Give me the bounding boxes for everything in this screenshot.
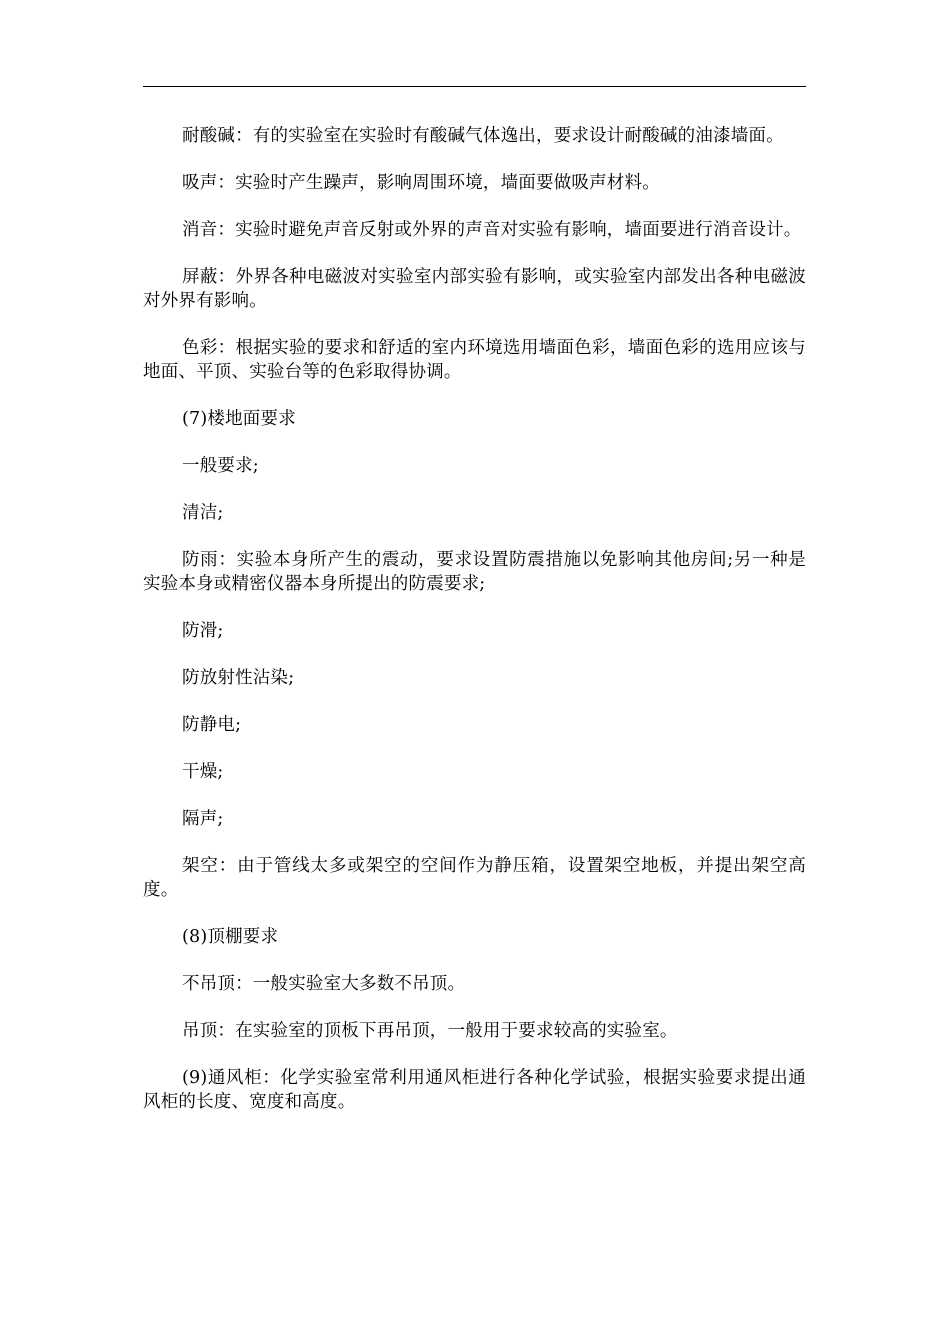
header-rule [143,86,806,87]
paragraph-raised-floor: 架空：由于管线太多或架空的空间作为静压箱，设置架空地板，并提出架空高度。 [143,856,806,900]
paragraph-cleanliness: 清洁; [182,503,224,523]
paragraph-shielding: 屏蔽：外界各种电磁波对实验室内部实验有影响，或实验室内部发出各种电磁波对外界有影响。 [143,267,806,311]
paragraph-anti-static: 防静电; [182,715,242,735]
paragraph-anti-slip: 防滑; [182,621,224,641]
document-body [143,124,806,1137]
paragraph-general-requirements: 一般要求; [182,456,259,476]
paragraph-noise-cancellation: 消音：实验时避免声音反射或外界的声音对实验有影响，墙面要进行消音设计。 [182,220,802,240]
paragraph-no-suspended-ceiling: 不吊顶：一般实验室大多数不吊顶。 [182,974,466,994]
paragraph-color: 色彩：根据实验的要求和舒适的室内环境选用墙面色彩，墙面色彩的选用应该与地面、平顶、实验台等的色彩取得协调。 [143,338,806,382]
paragraph-acid-alkali-resistance: 耐酸碱：有的实验室在实验时有酸碱气体逸出，要求设计耐酸碱的油漆墙面。 [182,126,784,146]
paragraph-dry: 干燥; [182,762,224,782]
paragraph-fume-hood: (9)通风柜：化学实验室常利用通风柜进行各种化学试验，根据实验要求提出通风柜的长度、宽度和高度。 [143,1068,806,1112]
paragraph-sound-insulation: 隔声; [182,809,224,829]
paragraph-radiation-contamination: 防放射性沾染; [182,668,295,688]
paragraph-sound-absorption: 吸声：实验时产生躁声，影响周围环境，墙面要做吸声材料。 [182,173,660,193]
paragraph-suspended-ceiling: 吊顶：在实验室的顶板下再吊顶，一般用于要求较高的实验室。 [182,1021,678,1041]
section-heading-floor: (7)楼地面要求 [182,409,296,429]
paragraph-vibration-proof: 防雨：实验本身所产生的震动，要求设置防震措施以免影响其他房间;另一种是实验本身或精密仪器本身所提出的防震要求; [143,550,806,594]
section-heading-ceiling: (8)顶棚要求 [182,927,279,947]
